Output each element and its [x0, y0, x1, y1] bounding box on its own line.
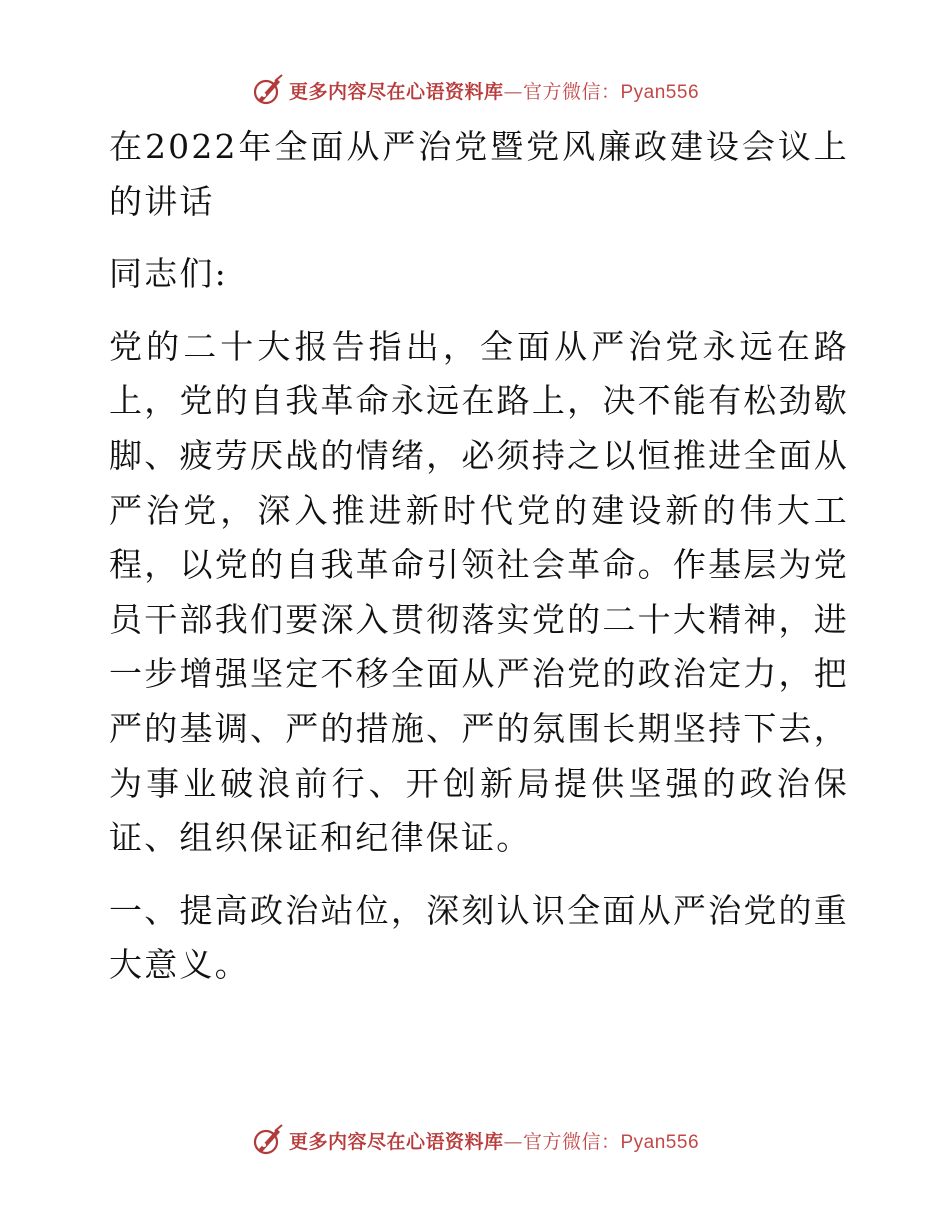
watermark-account: Pyan556: [620, 81, 700, 103]
watermark-account: Pyan556: [620, 1131, 700, 1153]
salutation: 同志们:: [109, 254, 228, 294]
quill-pen-icon: [251, 73, 285, 107]
document-body: [97, 120, 849, 1011]
paragraph-intro: 党的二十大报告指出，全面从严治党永远在路上，党的自我革命永远在路上，决不能有松劲歇脚、疲劳厌战的情绪，必须持之以恒推进全面从严治党，深入推进新时代党的建设新的伟大工程，以党的自我革命引领社会革命。作基层为党员干部我们要深入贯彻落实党的二十大精神，进一步增强坚定不移全面从严治党的政治定力，把严的基调、严的措施、严的氛围长期坚持下去，为事业破浪前行、开创新局提供坚强的政治保证、组织保证和纪律保证。: [109, 326, 849, 858]
header-watermark-banner: [0, 70, 950, 110]
footer-watermark-banner: [0, 1120, 950, 1160]
watermark-separator: —: [503, 80, 523, 103]
watermark-site-name: 更多内容尽在心语资料库: [288, 1130, 504, 1153]
quill-pen-icon: [251, 1123, 285, 1157]
watermark-site-name: 更多内容尽在心语资料库: [288, 80, 504, 103]
watermark-text: [289, 1127, 699, 1154]
watermark-wechat-label: 官方微信：: [522, 80, 621, 103]
watermark-separator: —: [503, 1130, 523, 1153]
document-title: 在2022年全面从严治党暨党风廉政建设会议上的讲话: [109, 127, 849, 221]
section-heading-1: 一、提高政治站位，深刻认识全面从严治党的重大意义。: [109, 890, 849, 985]
watermark-text: [289, 77, 699, 104]
watermark-wechat-label: 官方微信：: [522, 1130, 621, 1153]
